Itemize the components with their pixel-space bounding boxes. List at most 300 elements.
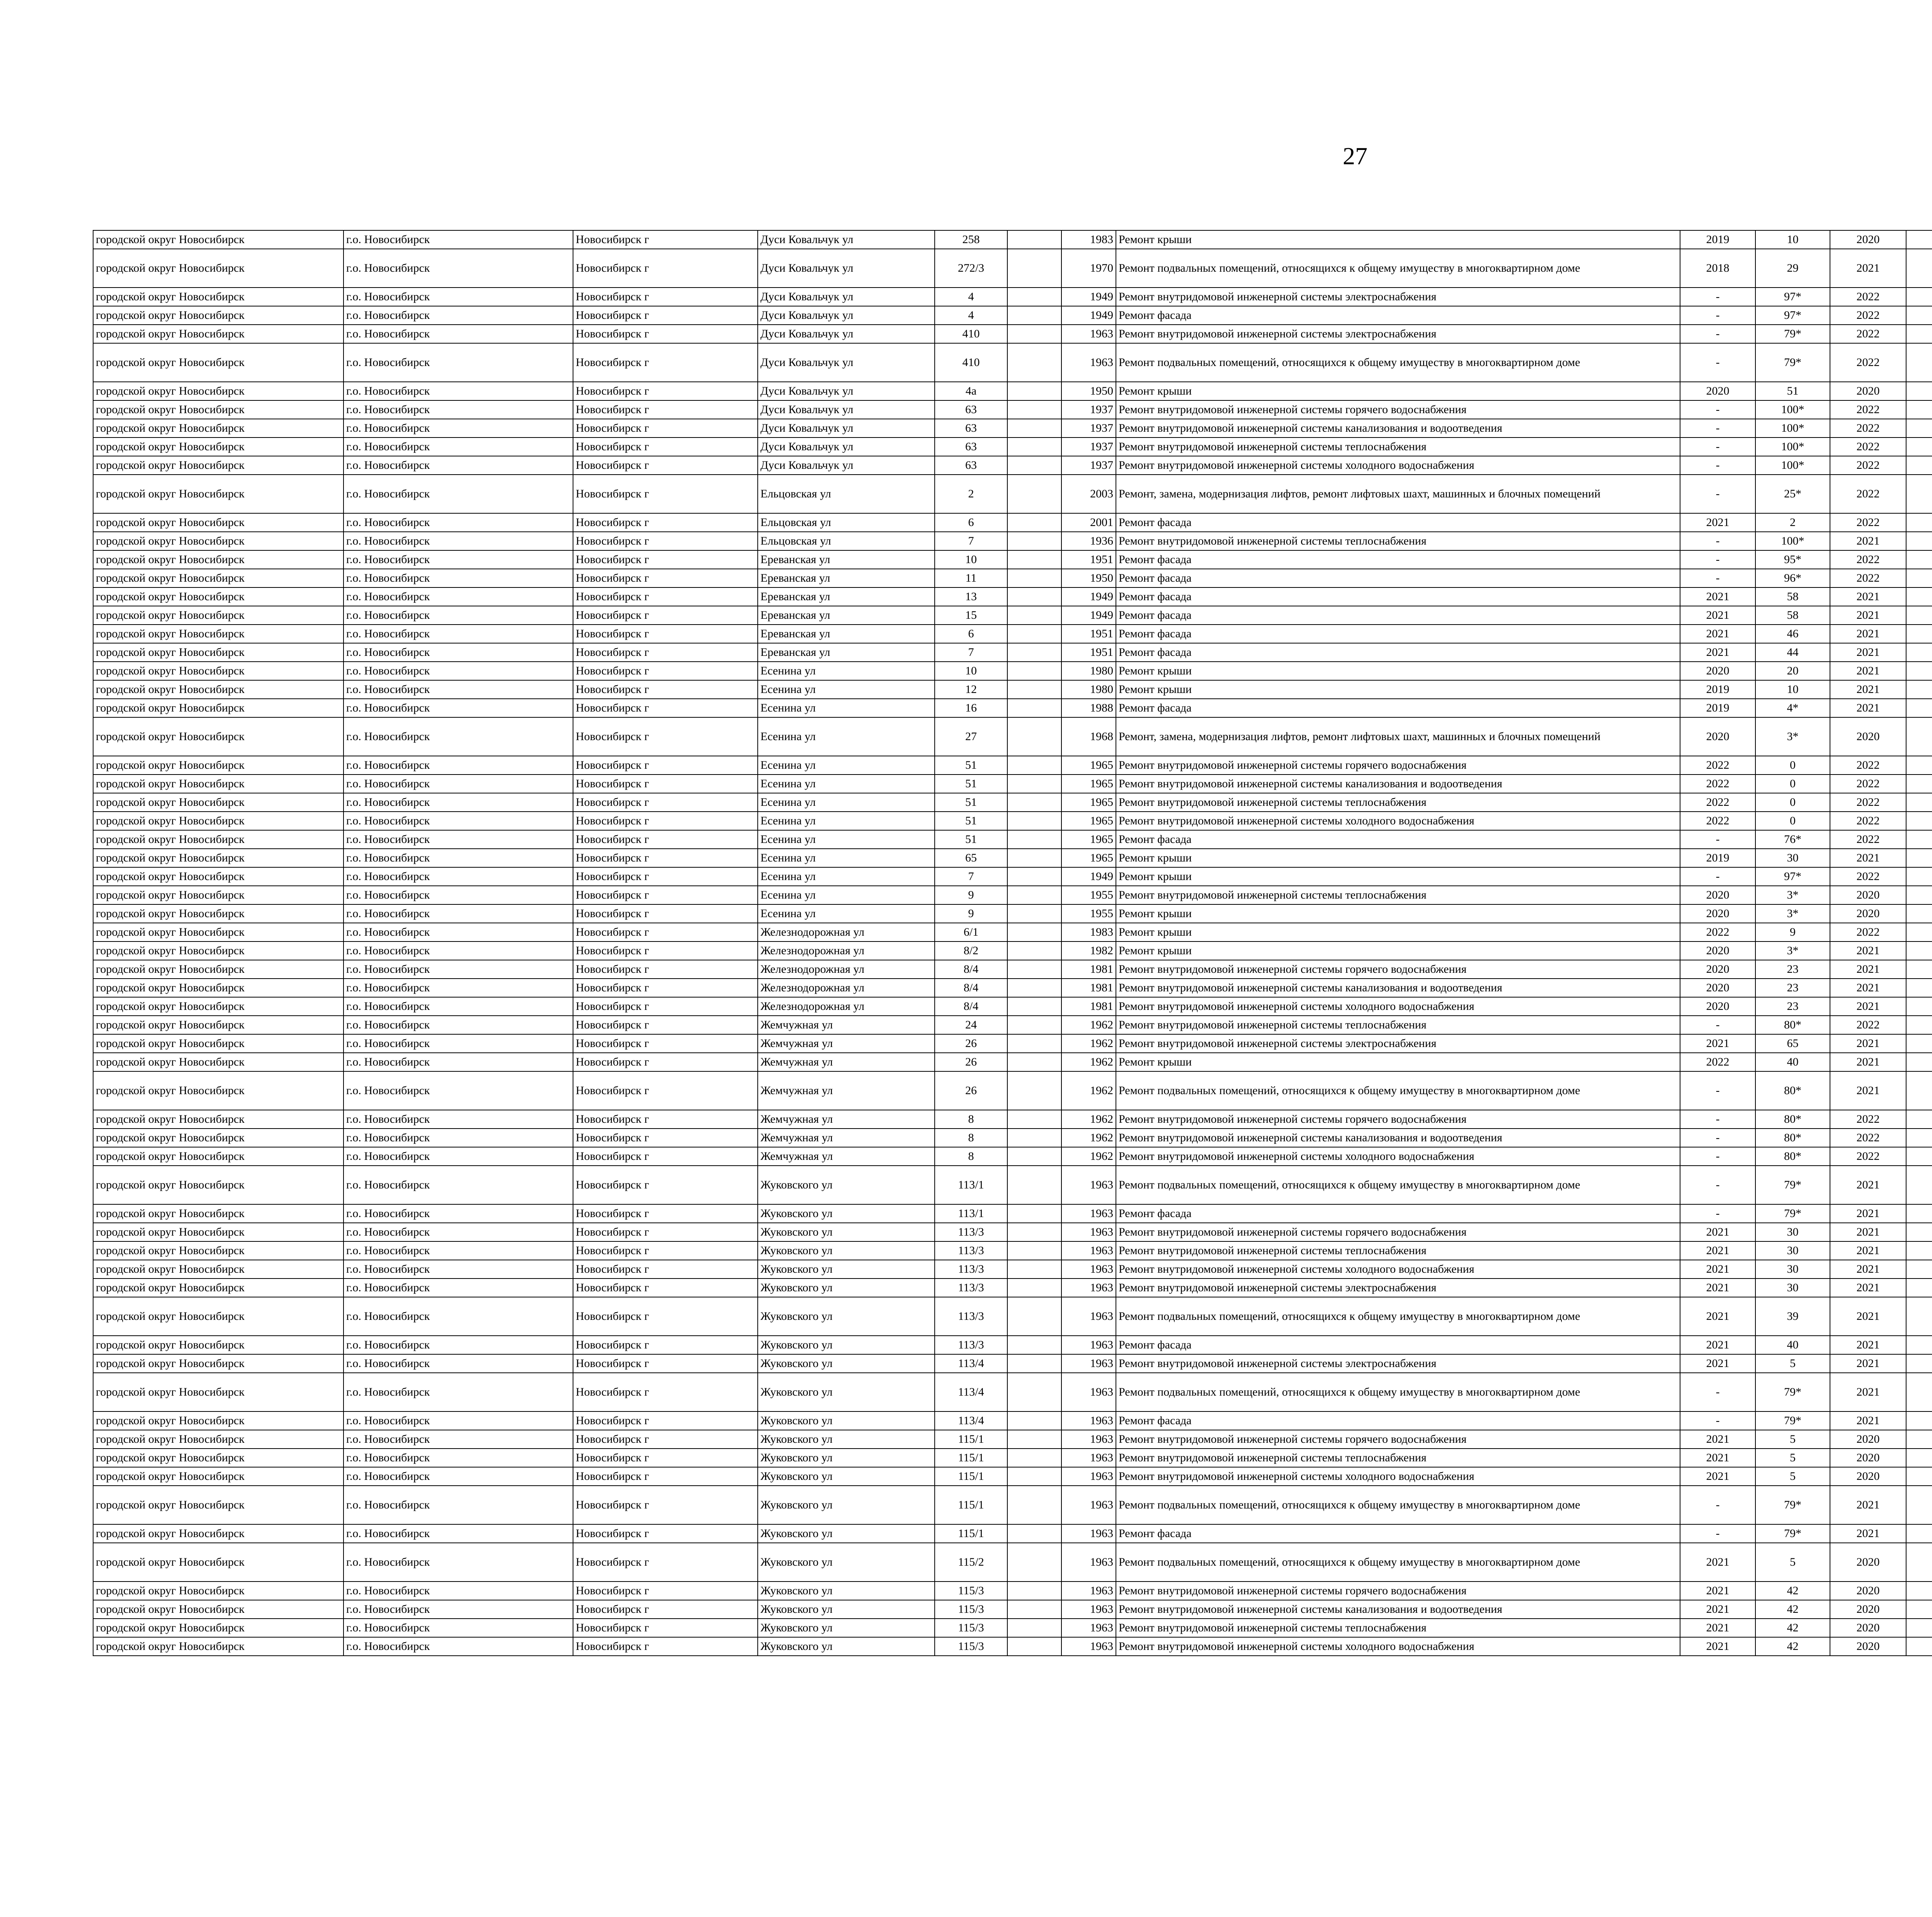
- plan-start-year-cell: 2020: [1830, 1449, 1906, 1467]
- wear-percent-cell: 29: [1755, 249, 1830, 288]
- plan-start-year-cell: 2020: [1830, 230, 1906, 249]
- last-repair-year-cell: 2022: [1680, 775, 1755, 793]
- street-cell: Жуковского ул: [758, 1619, 935, 1637]
- plan-end-year-cell: [1906, 1053, 1932, 1071]
- municipality-cell: городской округ Новосибирск: [93, 1071, 344, 1110]
- wear-percent-cell: 80*: [1755, 1071, 1830, 1110]
- street-cell: Дуси Ковальчук ул: [758, 400, 935, 419]
- table-row: [93, 1600, 1932, 1619]
- gap-cell: [1007, 1147, 1061, 1166]
- municipality-cell: городской округ Новосибирск: [93, 775, 344, 793]
- district-cell: г.о. Новосибирск: [344, 230, 573, 249]
- street-cell: Есенина ул: [758, 699, 935, 717]
- municipality-cell: городской округ Новосибирск: [93, 438, 344, 456]
- year-built-cell: 1949: [1061, 587, 1116, 606]
- last-repair-year-cell: 2021: [1680, 1241, 1755, 1260]
- street-cell: Ереванская ул: [758, 587, 935, 606]
- last-repair-year-cell: 2021: [1680, 1467, 1755, 1486]
- work-type-cell: Ремонт фасада: [1116, 569, 1680, 587]
- gap-cell: [1007, 997, 1061, 1016]
- street-cell: Жуковского ул: [758, 1336, 935, 1354]
- plan-start-year-cell: 2022: [1830, 513, 1906, 532]
- plan-end-year-cell: [1906, 288, 1932, 306]
- district-cell: г.о. Новосибирск: [344, 941, 573, 960]
- wear-percent-cell: 2: [1755, 513, 1830, 532]
- settlement-cell: Новосибирск г: [573, 306, 758, 325]
- plan-start-year-cell: 2021: [1830, 1204, 1906, 1223]
- settlement-cell: Новосибирск г: [573, 532, 758, 550]
- work-type-cell: Ремонт крыши: [1116, 230, 1680, 249]
- wear-percent-cell: 30: [1755, 1223, 1830, 1241]
- last-repair-year-cell: 2021: [1680, 1619, 1755, 1637]
- municipality-cell: городской округ Новосибирск: [93, 1016, 344, 1034]
- capital-repair-table: [93, 230, 1932, 1656]
- year-built-cell: 1965: [1061, 775, 1116, 793]
- year-built-cell: 1951: [1061, 625, 1116, 643]
- settlement-cell: Новосибирск г: [573, 1619, 758, 1637]
- street-cell: Дуси Ковальчук ул: [758, 288, 935, 306]
- wear-percent-cell: 58: [1755, 606, 1830, 625]
- table-row: [93, 1582, 1932, 1600]
- street-cell: Жуковского ул: [758, 1354, 935, 1373]
- wear-percent-cell: 80*: [1755, 1110, 1830, 1129]
- year-built-cell: 1963: [1061, 1637, 1116, 1656]
- district-cell: г.о. Новосибирск: [344, 587, 573, 606]
- table-row: [93, 1223, 1932, 1241]
- gap-cell: [1007, 1110, 1061, 1129]
- street-cell: Есенина ул: [758, 662, 935, 680]
- gap-cell: [1007, 288, 1061, 306]
- year-built-cell: 1968: [1061, 717, 1116, 756]
- plan-start-year-cell: 2021: [1830, 1053, 1906, 1071]
- table-row: [93, 1110, 1932, 1129]
- district-cell: г.о. Новосибирск: [344, 1486, 573, 1524]
- wear-percent-cell: 100*: [1755, 400, 1830, 419]
- house-cell: 8/4: [935, 960, 1007, 979]
- district-cell: г.о. Новосибирск: [344, 1166, 573, 1204]
- municipality-cell: городской округ Новосибирск: [93, 904, 344, 923]
- settlement-cell: Новосибирск г: [573, 904, 758, 923]
- year-built-cell: 1965: [1061, 812, 1116, 830]
- district-cell: г.о. Новосибирск: [344, 1223, 573, 1241]
- page-number: 27: [1343, 142, 1367, 170]
- year-built-cell: 1988: [1061, 699, 1116, 717]
- plan-start-year-cell: 2022: [1830, 343, 1906, 382]
- house-cell: 51: [935, 812, 1007, 830]
- work-type-cell: Ремонт внутридомовой инженерной системы теплоснабжения: [1116, 1449, 1680, 1467]
- street-cell: Дуси Ковальчук ул: [758, 438, 935, 456]
- plan-start-year-cell: 2021: [1830, 1373, 1906, 1411]
- plan-start-year-cell: 2022: [1830, 1129, 1906, 1147]
- table-row: [93, 867, 1932, 886]
- year-built-cell: 1963: [1061, 325, 1116, 343]
- district-cell: г.о. Новосибирск: [344, 325, 573, 343]
- district-cell: г.о. Новосибирск: [344, 1053, 573, 1071]
- house-cell: 410: [935, 343, 1007, 382]
- street-cell: Ереванская ул: [758, 643, 935, 662]
- last-repair-year-cell: 2021: [1680, 1223, 1755, 1241]
- plan-end-year-cell: [1906, 904, 1932, 923]
- year-built-cell: 1962: [1061, 1016, 1116, 1034]
- year-built-cell: 1963: [1061, 1449, 1116, 1467]
- wear-percent-cell: 79*: [1755, 325, 1830, 343]
- municipality-cell: городской округ Новосибирск: [93, 606, 344, 625]
- street-cell: Жуковского ул: [758, 1430, 935, 1449]
- last-repair-year-cell: 2020: [1680, 979, 1755, 997]
- plan-start-year-cell: 2022: [1830, 419, 1906, 438]
- settlement-cell: Новосибирск г: [573, 1147, 758, 1166]
- settlement-cell: Новосибирск г: [573, 1297, 758, 1336]
- district-cell: г.о. Новосибирск: [344, 680, 573, 699]
- district-cell: г.о. Новосибирск: [344, 306, 573, 325]
- settlement-cell: Новосибирск г: [573, 1166, 758, 1204]
- last-repair-year-cell: 2021: [1680, 513, 1755, 532]
- gap-cell: [1007, 1486, 1061, 1524]
- work-type-cell: Ремонт подвальных помещений, относящихся к общему имуществу в многоквартирном доме: [1116, 1166, 1680, 1204]
- gap-cell: [1007, 756, 1061, 775]
- table-row: [93, 400, 1932, 419]
- municipality-cell: городской округ Новосибирск: [93, 1373, 344, 1411]
- year-built-cell: 1937: [1061, 456, 1116, 475]
- street-cell: Жемчужная ул: [758, 1110, 935, 1129]
- municipality-cell: городской округ Новосибирск: [93, 1297, 344, 1336]
- municipality-cell: городской округ Новосибирск: [93, 793, 344, 812]
- plan-end-year-cell: [1906, 923, 1932, 941]
- plan-start-year-cell: 2022: [1830, 325, 1906, 343]
- wear-percent-cell: 79*: [1755, 1166, 1830, 1204]
- table-row: [93, 382, 1932, 400]
- plan-end-year-cell: [1906, 513, 1932, 532]
- district-cell: г.о. Новосибирск: [344, 532, 573, 550]
- street-cell: Ельцовская ул: [758, 532, 935, 550]
- last-repair-year-cell: -: [1680, 550, 1755, 569]
- table-row: [93, 1279, 1932, 1297]
- work-type-cell: Ремонт внутридомовой инженерной системы теплоснабжения: [1116, 886, 1680, 904]
- street-cell: Жуковского ул: [758, 1467, 935, 1486]
- plan-end-year-cell: [1906, 1430, 1932, 1449]
- house-cell: 113/3: [935, 1223, 1007, 1241]
- settlement-cell: Новосибирск г: [573, 1223, 758, 1241]
- plan-end-year-cell: [1906, 867, 1932, 886]
- house-cell: 113/1: [935, 1166, 1007, 1204]
- last-repair-year-cell: 2021: [1680, 1637, 1755, 1656]
- work-type-cell: Ремонт фасада: [1116, 643, 1680, 662]
- street-cell: Ереванская ул: [758, 569, 935, 587]
- street-cell: Жуковского ул: [758, 1637, 935, 1656]
- last-repair-year-cell: 2021: [1680, 1600, 1755, 1619]
- table-row: [93, 438, 1932, 456]
- year-built-cell: 1963: [1061, 1619, 1116, 1637]
- wear-percent-cell: 0: [1755, 756, 1830, 775]
- plan-start-year-cell: 2021: [1830, 662, 1906, 680]
- year-built-cell: 1963: [1061, 1467, 1116, 1486]
- table-row: [93, 1411, 1932, 1430]
- plan-end-year-cell: [1906, 1543, 1932, 1582]
- last-repair-year-cell: -: [1680, 1129, 1755, 1147]
- district-cell: г.о. Новосибирск: [344, 923, 573, 941]
- plan-end-year-cell: [1906, 532, 1932, 550]
- settlement-cell: Новосибирск г: [573, 438, 758, 456]
- plan-end-year-cell: [1906, 325, 1932, 343]
- settlement-cell: Новосибирск г: [573, 1241, 758, 1260]
- gap-cell: [1007, 979, 1061, 997]
- district-cell: г.о. Новосибирск: [344, 1619, 573, 1637]
- plan-start-year-cell: 2020: [1830, 904, 1906, 923]
- plan-end-year-cell: [1906, 1619, 1932, 1637]
- municipality-cell: городской округ Новосибирск: [93, 343, 344, 382]
- wear-percent-cell: 42: [1755, 1619, 1830, 1637]
- street-cell: Железнодорожная ул: [758, 997, 935, 1016]
- house-cell: 27: [935, 717, 1007, 756]
- gap-cell: [1007, 662, 1061, 680]
- gap-cell: [1007, 1467, 1061, 1486]
- district-cell: г.о. Новосибирск: [344, 1411, 573, 1430]
- last-repair-year-cell: -: [1680, 288, 1755, 306]
- table-row: [93, 249, 1932, 288]
- year-built-cell: 1963: [1061, 1430, 1116, 1449]
- plan-start-year-cell: 2022: [1830, 923, 1906, 941]
- work-type-cell: Ремонт внутридомовой инженерной системы горячего водоснабжения: [1116, 1223, 1680, 1241]
- municipality-cell: городской округ Новосибирск: [93, 830, 344, 849]
- wear-percent-cell: 0: [1755, 812, 1830, 830]
- settlement-cell: Новосибирск г: [573, 662, 758, 680]
- gap-cell: [1007, 1223, 1061, 1241]
- wear-percent-cell: 40: [1755, 1053, 1830, 1071]
- municipality-cell: городской округ Новосибирск: [93, 699, 344, 717]
- municipality-cell: городской округ Новосибирск: [93, 812, 344, 830]
- house-cell: 13: [935, 587, 1007, 606]
- last-repair-year-cell: 2022: [1680, 793, 1755, 812]
- gap-cell: [1007, 625, 1061, 643]
- year-built-cell: 1963: [1061, 1166, 1116, 1204]
- district-cell: г.о. Новосибирск: [344, 699, 573, 717]
- table-row: [93, 325, 1932, 343]
- street-cell: Дуси Ковальчук ул: [758, 456, 935, 475]
- last-repair-year-cell: -: [1680, 1486, 1755, 1524]
- wear-percent-cell: 0: [1755, 775, 1830, 793]
- district-cell: г.о. Новосибирск: [344, 1600, 573, 1619]
- work-type-cell: Ремонт фасада: [1116, 1204, 1680, 1223]
- table-row: [93, 1524, 1932, 1543]
- gap-cell: [1007, 306, 1061, 325]
- house-cell: 15: [935, 606, 1007, 625]
- plan-start-year-cell: 2021: [1830, 1297, 1906, 1336]
- district-cell: г.о. Новосибирск: [344, 1147, 573, 1166]
- gap-cell: [1007, 456, 1061, 475]
- work-type-cell: Ремонт фасада: [1116, 606, 1680, 625]
- work-type-cell: Ремонт подвальных помещений, относящихся к общему имуществу в многоквартирном доме: [1116, 1543, 1680, 1582]
- house-cell: 4а: [935, 382, 1007, 400]
- year-built-cell: 1970: [1061, 249, 1116, 288]
- settlement-cell: Новосибирск г: [573, 867, 758, 886]
- year-built-cell: 1982: [1061, 941, 1116, 960]
- street-cell: Жуковского ул: [758, 1373, 935, 1411]
- municipality-cell: городской округ Новосибирск: [93, 249, 344, 288]
- house-cell: 115/3: [935, 1619, 1007, 1637]
- plan-start-year-cell: 2020: [1830, 1637, 1906, 1656]
- work-type-cell: Ремонт крыши: [1116, 849, 1680, 867]
- district-cell: г.о. Новосибирск: [344, 343, 573, 382]
- district-cell: г.о. Новосибирск: [344, 1204, 573, 1223]
- municipality-cell: городской округ Новосибирск: [93, 886, 344, 904]
- gap-cell: [1007, 1354, 1061, 1373]
- work-type-cell: Ремонт внутридомовой инженерной системы холодного водоснабжения: [1116, 1147, 1680, 1166]
- district-cell: г.о. Новосибирск: [344, 1260, 573, 1279]
- plan-start-year-cell: 2022: [1830, 288, 1906, 306]
- district-cell: г.о. Новосибирск: [344, 288, 573, 306]
- plan-start-year-cell: 2021: [1830, 680, 1906, 699]
- plan-start-year-cell: 2020: [1830, 382, 1906, 400]
- year-built-cell: 1962: [1061, 1053, 1116, 1071]
- house-cell: 115/3: [935, 1582, 1007, 1600]
- last-repair-year-cell: -: [1680, 306, 1755, 325]
- plan-end-year-cell: [1906, 249, 1932, 288]
- plan-end-year-cell: [1906, 1373, 1932, 1411]
- settlement-cell: Новосибирск г: [573, 1204, 758, 1223]
- last-repair-year-cell: 2022: [1680, 756, 1755, 775]
- wear-percent-cell: 79*: [1755, 343, 1830, 382]
- year-built-cell: 1965: [1061, 756, 1116, 775]
- plan-end-year-cell: [1906, 793, 1932, 812]
- municipality-cell: городской округ Новосибирск: [93, 1241, 344, 1260]
- settlement-cell: Новосибирск г: [573, 941, 758, 960]
- house-cell: 115/1: [935, 1524, 1007, 1543]
- table-row: [93, 793, 1932, 812]
- gap-cell: [1007, 643, 1061, 662]
- year-built-cell: 1980: [1061, 680, 1116, 699]
- work-type-cell: Ремонт фасада: [1116, 1411, 1680, 1430]
- house-cell: 113/3: [935, 1241, 1007, 1260]
- wear-percent-cell: 65: [1755, 1034, 1830, 1053]
- municipality-cell: городской округ Новосибирск: [93, 1053, 344, 1071]
- gap-cell: [1007, 419, 1061, 438]
- year-built-cell: 1962: [1061, 1071, 1116, 1110]
- year-built-cell: 1955: [1061, 904, 1116, 923]
- municipality-cell: городской округ Новосибирск: [93, 941, 344, 960]
- street-cell: Железнодорожная ул: [758, 960, 935, 979]
- table-row: [93, 1129, 1932, 1147]
- plan-end-year-cell: [1906, 438, 1932, 456]
- year-built-cell: 1963: [1061, 1411, 1116, 1430]
- municipality-cell: городской округ Новосибирск: [93, 400, 344, 419]
- settlement-cell: Новосибирск г: [573, 475, 758, 513]
- municipality-cell: городской округ Новосибирск: [93, 456, 344, 475]
- district-cell: г.о. Новосибирск: [344, 1430, 573, 1449]
- table-row: [93, 904, 1932, 923]
- table-row: [93, 1354, 1932, 1373]
- table-row: [93, 1071, 1932, 1110]
- settlement-cell: Новосибирск г: [573, 830, 758, 849]
- street-cell: Есенина ул: [758, 793, 935, 812]
- house-cell: 113/3: [935, 1336, 1007, 1354]
- plan-end-year-cell: [1906, 1223, 1932, 1241]
- last-repair-year-cell: 2021: [1680, 1279, 1755, 1297]
- municipality-cell: городской округ Новосибирск: [93, 288, 344, 306]
- plan-end-year-cell: [1906, 775, 1932, 793]
- house-cell: 26: [935, 1071, 1007, 1110]
- table-row: [93, 513, 1932, 532]
- year-built-cell: 1963: [1061, 1486, 1116, 1524]
- settlement-cell: Новосибирск г: [573, 1449, 758, 1467]
- district-cell: г.о. Новосибирск: [344, 569, 573, 587]
- plan-end-year-cell: [1906, 230, 1932, 249]
- work-type-cell: Ремонт фасада: [1116, 830, 1680, 849]
- plan-start-year-cell: 2020: [1830, 1467, 1906, 1486]
- gap-cell: [1007, 325, 1061, 343]
- table-row: [93, 979, 1932, 997]
- house-cell: 51: [935, 830, 1007, 849]
- settlement-cell: Новосибирск г: [573, 1486, 758, 1524]
- last-repair-year-cell: 2021: [1680, 1336, 1755, 1354]
- plan-end-year-cell: [1906, 1336, 1932, 1354]
- district-cell: г.о. Новосибирск: [344, 886, 573, 904]
- district-cell: г.о. Новосибирск: [344, 979, 573, 997]
- street-cell: Есенина ул: [758, 849, 935, 867]
- table-row: [93, 1373, 1932, 1411]
- gap-cell: [1007, 904, 1061, 923]
- house-cell: 16: [935, 699, 1007, 717]
- municipality-cell: городской округ Новосибирск: [93, 680, 344, 699]
- plan-end-year-cell: [1906, 1486, 1932, 1524]
- last-repair-year-cell: 2021: [1680, 1034, 1755, 1053]
- municipality-cell: городской округ Новосибирск: [93, 1354, 344, 1373]
- house-cell: 113/3: [935, 1260, 1007, 1279]
- municipality-cell: городской округ Новосибирск: [93, 1486, 344, 1524]
- last-repair-year-cell: 2020: [1680, 960, 1755, 979]
- municipality-cell: городской округ Новосибирск: [93, 1223, 344, 1241]
- work-type-cell: Ремонт внутридомовой инженерной системы холодного водоснабжения: [1116, 1637, 1680, 1656]
- municipality-cell: городской округ Новосибирск: [93, 625, 344, 643]
- municipality-cell: городской округ Новосибирск: [93, 532, 344, 550]
- municipality-cell: городской округ Новосибирск: [93, 1204, 344, 1223]
- wear-percent-cell: 97*: [1755, 306, 1830, 325]
- year-built-cell: 1963: [1061, 1204, 1116, 1223]
- table-row: [93, 1166, 1932, 1204]
- gap-cell: [1007, 249, 1061, 288]
- municipality-cell: городской округ Новосибирск: [93, 979, 344, 997]
- year-built-cell: 1963: [1061, 1600, 1116, 1619]
- district-cell: г.о. Новосибирск: [344, 1524, 573, 1543]
- gap-cell: [1007, 793, 1061, 812]
- house-cell: 51: [935, 775, 1007, 793]
- work-type-cell: Ремонт внутридомовой инженерной системы холодного водоснабжения: [1116, 456, 1680, 475]
- year-built-cell: 2001: [1061, 513, 1116, 532]
- municipality-cell: городской округ Новосибирск: [93, 867, 344, 886]
- work-type-cell: Ремонт внутридомовой инженерной системы горячего водоснабжения: [1116, 1582, 1680, 1600]
- table-row: [93, 456, 1932, 475]
- district-cell: г.о. Новосибирск: [344, 249, 573, 288]
- plan-end-year-cell: [1906, 1524, 1932, 1543]
- work-type-cell: Ремонт крыши: [1116, 923, 1680, 941]
- work-type-cell: Ремонт внутридомовой инженерной системы холодного водоснабжения: [1116, 1260, 1680, 1279]
- plan-end-year-cell: [1906, 1166, 1932, 1204]
- gap-cell: [1007, 1430, 1061, 1449]
- settlement-cell: Новосибирск г: [573, 1411, 758, 1430]
- year-built-cell: 1937: [1061, 400, 1116, 419]
- work-type-cell: Ремонт, замена, модернизация лифтов, ремонт лифтовых шахт, машинных и блочных помещений: [1116, 717, 1680, 756]
- work-type-cell: Ремонт фасада: [1116, 550, 1680, 569]
- settlement-cell: Новосибирск г: [573, 625, 758, 643]
- last-repair-year-cell: -: [1680, 1016, 1755, 1034]
- last-repair-year-cell: 2019: [1680, 230, 1755, 249]
- plan-start-year-cell: 2022: [1830, 400, 1906, 419]
- street-cell: Жуковского ул: [758, 1204, 935, 1223]
- municipality-cell: городской округ Новосибирск: [93, 1582, 344, 1600]
- district-cell: г.о. Новосибирск: [344, 1467, 573, 1486]
- year-built-cell: 1936: [1061, 532, 1116, 550]
- table-row: [93, 923, 1932, 941]
- settlement-cell: Новосибирск г: [573, 849, 758, 867]
